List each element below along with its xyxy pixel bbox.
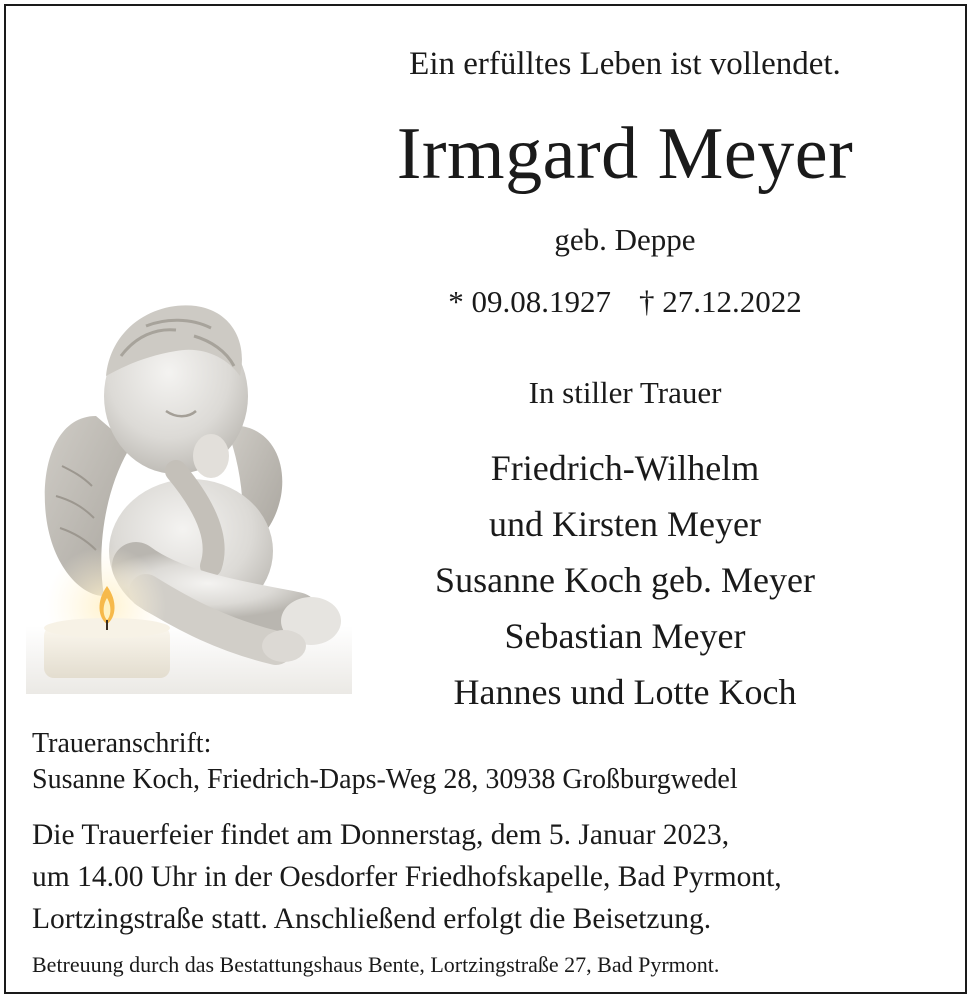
angel-with-candle-icon — [26, 296, 352, 694]
mourner-line: Hannes und Lotte Koch — [453, 672, 797, 712]
deceased-name: Irmgard Meyer — [396, 113, 854, 195]
life-dates — [340, 284, 910, 320]
mourner-line: Sebastian Meyer — [504, 616, 746, 656]
undertaker-note: Betreuung durch das Bestattungshaus Bente, Lortzingstraße 27, Bad Pyrmont. — [32, 952, 720, 977]
mourner-line: und Kirsten Meyer — [489, 504, 761, 544]
service-line: Lortzingstraße statt. Anschließend erfolgt die Beisetzung. — [32, 903, 712, 935]
address-label: Traueranschrift: — [32, 728, 212, 759]
mourner-line: Susanne Koch geb. Meyer — [435, 560, 815, 600]
mourner-line: Friedrich-Wilhelm — [490, 448, 760, 488]
funeral-service-text — [32, 814, 952, 940]
maiden-name: geb. Deppe — [554, 222, 696, 257]
mourning-intro: In stiller Trauer — [528, 375, 722, 410]
mourners-list — [340, 440, 910, 720]
birth-date: * 09.08.1927 — [448, 284, 611, 319]
service-line: um 14.00 Uhr in der Oesdorfer Friedhofskapelle, Bad Pyrmont, — [32, 861, 782, 893]
service-line: Die Trauerfeier findet am Donnerstag, dem 5. Januar 2023, — [32, 819, 730, 851]
death-date: † 27.12.2022 — [639, 284, 802, 319]
mourning-address: Susanne Koch, Friedrich-Daps-Weg 28, 30938 Großburgwedel — [32, 764, 738, 795]
motto: Ein erfülltes Leben ist vollendet. — [409, 46, 841, 82]
